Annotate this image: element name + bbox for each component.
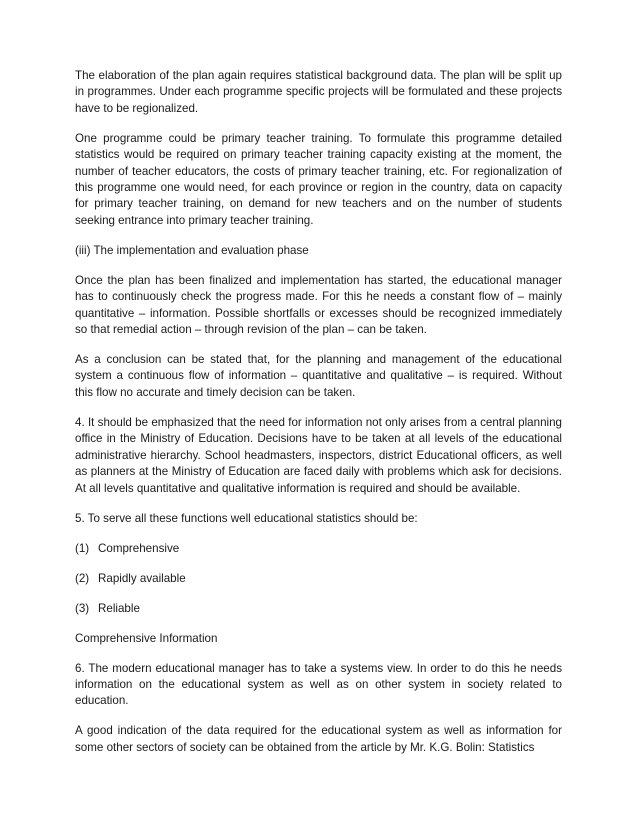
document-page bbox=[75, 68, 562, 770]
list-item bbox=[75, 601, 562, 617]
paragraph-implementation: Once the plan has been finalized and implementation has started, the educational manager has to continuously check the progress made. For this he needs a constant flow of – mainly quantitative – information. Possible shortfalls or excesses should be recognized immediately so that remedial action – through revision of the plan – can be taken. bbox=[75, 273, 562, 337]
paragraph-point-4: 4. It should be emphasized that the need for information not only arises from a central planning office in the Ministry of Education. Decisions have to be taken at all levels of the educational administrative hierarchy. School headmasters, inspectors, district Educational officers, as well as planners at the Ministry of Education are faced daily with problems which ask for decisions. At all levels quantitative and qualitative information is required and should be available. bbox=[75, 415, 562, 495]
paragraph-teacher-training: One programme could be primary teacher training. To formulate this programme detailed statistics would be required on primary teacher training capacity existing at the moment, the number of teacher educators, the costs of primary teacher training, etc. For regionalization of this programme one would need, for each province or region in the country, data on capacity for primary teacher training, on demand for new teachers and on the number of students seeking entrance into primary teacher training. bbox=[75, 131, 562, 227]
list-item-number: (2) bbox=[75, 571, 90, 585]
paragraph-point-6: 6. The modern educational manager has to take a systems view. In order to do this he needs information on the educational system as well as on other system in society related to education. bbox=[75, 661, 562, 708]
section-heading-implementation: (iii) The implementation and evaluation phase bbox=[75, 243, 309, 257]
list-item bbox=[75, 541, 562, 557]
list-item-text: Rapidly available bbox=[98, 571, 186, 585]
list-item-text: Reliable bbox=[98, 601, 140, 615]
paragraph-plan-elaboration: The elaboration of the plan again requires statistical background data. The plan will be split up in programmes. Under each programme specific projects will be formulated and these projects have to be regionalized. bbox=[75, 69, 562, 115]
list-item-text: Comprehensive bbox=[98, 541, 180, 555]
paragraph-point-5: 5. To serve all these functions well educational statistics should be: bbox=[75, 511, 418, 525]
list-item bbox=[75, 571, 562, 587]
list-item-number: (1) bbox=[75, 541, 90, 555]
section-heading-comprehensive: Comprehensive Information bbox=[75, 631, 218, 645]
paragraph-data-indication: A good indication of the data required for the educational system as well as information for some other sectors of society can be obtained from the article by Mr. K.G. Bolin: Statistics bbox=[75, 724, 562, 754]
paragraph-conclusion: As a conclusion can be stated that, for the planning and management of the educational system a continuous flow of information – quantitative and qualitative – is required. Without this flow no accurate and timely decision can be taken. bbox=[75, 353, 562, 399]
list-item-number: (3) bbox=[75, 601, 90, 615]
